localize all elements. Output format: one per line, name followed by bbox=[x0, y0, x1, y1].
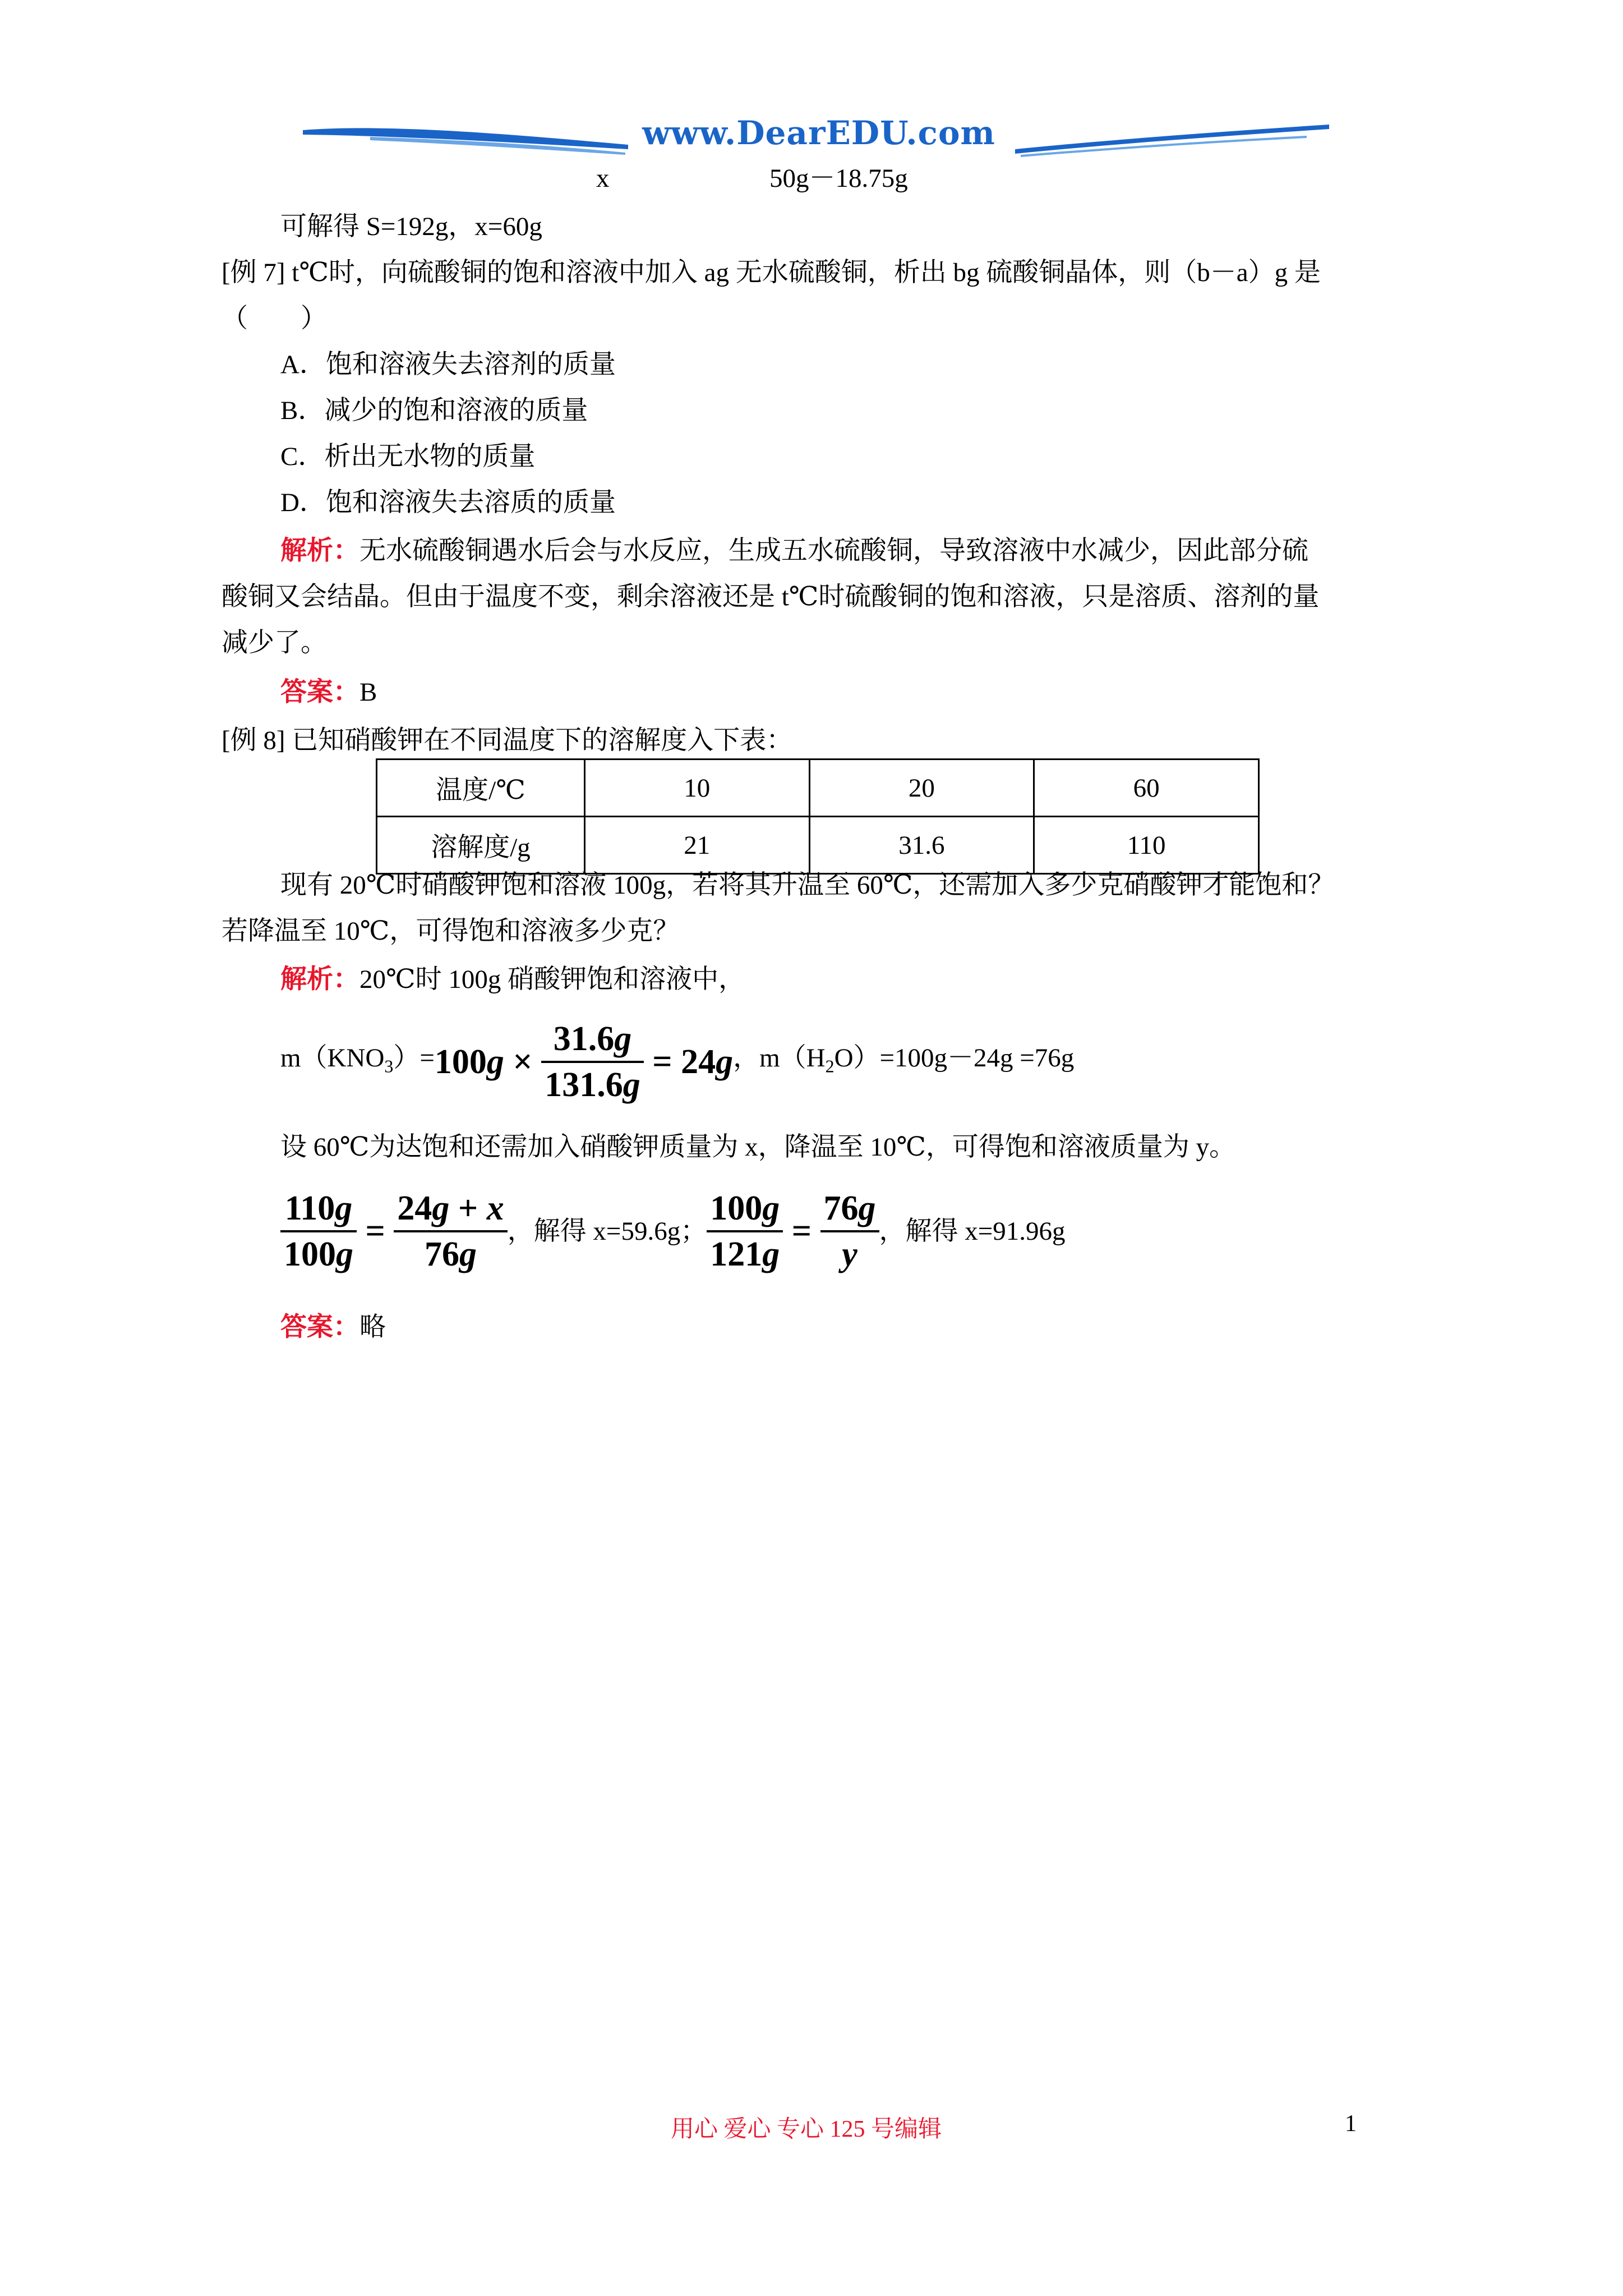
q7-analysis-line2: 酸铜又会结晶。但由于温度不变，剩余溶液还是 t℃时硫酸铜的饱和溶液，只是溶质、溶剂的量 bbox=[222, 582, 1320, 611]
footer-text: 用心 爱心 专心 125 号编辑 bbox=[671, 2116, 942, 2142]
table-cell: 31.6 bbox=[809, 817, 1034, 874]
table-cell: 温度/℃ bbox=[377, 760, 585, 817]
q7-answer-label: 答案： bbox=[280, 678, 359, 707]
eq2-fraction-2: $\frac{24g + x}{76g}$ bbox=[394, 1186, 507, 1276]
eq1-coef: 100g × bbox=[434, 1043, 533, 1081]
equation-1 bbox=[280, 1014, 1074, 1110]
q7-answer: B bbox=[359, 678, 377, 707]
eq2-fraction-1: $\frac{110g}{100g}$ bbox=[280, 1186, 357, 1276]
eq2-fraction-4: $\frac{76g}{y}$ bbox=[820, 1186, 879, 1276]
q7-option-b: B．减少的饱和溶液的质量 bbox=[280, 396, 588, 425]
prev-calc-left: x bbox=[596, 164, 610, 193]
logo-swoosh-right bbox=[1015, 112, 1329, 163]
q8-analysis-text: 20℃时 100g 硝酸钾饱和溶液中， bbox=[359, 965, 745, 994]
q8-answer-line bbox=[280, 1310, 386, 1344]
eq1-result: = 24g bbox=[652, 1043, 734, 1081]
eq2-result-2: ，解得 x=91.96g bbox=[879, 1217, 1066, 1246]
eq2-equals-1: = bbox=[365, 1212, 385, 1250]
q8-setup-line: 设 60℃为达饱和还需加入硝酸钾质量为 x，降温至 10℃，可得饱和溶液质量为 y。 bbox=[280, 1133, 1236, 1162]
q8-answer: 略 bbox=[359, 1313, 386, 1342]
solubility-table bbox=[376, 758, 1260, 875]
q8-analysis-label: 解析： bbox=[280, 965, 359, 994]
equation-2 bbox=[280, 1184, 1066, 1279]
q7-option-d: D．饱和溶液失去溶质的质量 bbox=[280, 488, 616, 517]
logo-text: www.DearEDU.com bbox=[642, 114, 995, 152]
eq2-result-1: ，解得 x=59.6g； bbox=[507, 1217, 707, 1246]
q7-stem-line2: （ ） bbox=[222, 304, 327, 333]
eq2-equals-2: = bbox=[791, 1212, 812, 1250]
q7-stem-line1: [例 7] t℃时，向硫酸铜的饱和溶液中加入 ag 无水硫酸铜，析出 bg 硫酸铜晶体，则（b－a）g 是 bbox=[222, 258, 1321, 287]
table-cell: 60 bbox=[1034, 760, 1259, 817]
page-number: 1 bbox=[1345, 2111, 1357, 2137]
q8-analysis-line1 bbox=[280, 963, 745, 996]
prev-calc-right: 50g－18.75g bbox=[769, 164, 908, 193]
q8-question-line1: 现有 20℃时硝酸钾饱和溶液 100g，若将其升温至 60℃，还需加入多少克硝酸钾才能饱和？ bbox=[280, 871, 1335, 900]
table-row bbox=[377, 817, 1259, 874]
q7-option-a: A．饱和溶液失去溶剂的质量 bbox=[280, 350, 616, 379]
q8-question-line2: 若降温至 10℃，可得饱和溶液多少克？ bbox=[222, 917, 680, 946]
eq2-fraction-3: $\frac{100g}{121g}$ bbox=[707, 1186, 783, 1276]
table-row bbox=[377, 760, 1259, 817]
q7-analysis-line3: 减少了。 bbox=[222, 628, 327, 657]
header-logo bbox=[303, 112, 1329, 163]
table-cell: 10 bbox=[584, 760, 809, 817]
eq1-prefix: $m(KNO_3)=$ bbox=[280, 1043, 435, 1076]
q8-answer-label: 答案： bbox=[280, 1313, 359, 1342]
table-cell: 20 bbox=[809, 760, 1034, 817]
eq1-fraction: $\frac{31.6g}{131.6g}$ bbox=[541, 1017, 644, 1107]
q7-option-c: C．析出无水物的质量 bbox=[280, 442, 536, 471]
q7-analysis-text1: 无水硫酸铜遇水后会与水反应，生成五水硫酸铜，导致溶液中水减少，因此部分硫 bbox=[359, 536, 1308, 565]
table-cell: 110 bbox=[1034, 817, 1259, 874]
q8-stem: [例 8] 已知硝酸钾在不同温度下的溶解度入下表： bbox=[222, 726, 793, 755]
table-cell: 溶解度/g bbox=[377, 817, 585, 874]
eq1-tail: ，$m(H_2O)=100g-24g =76g$ bbox=[733, 1043, 1075, 1076]
q7-analysis-label: 解析： bbox=[280, 536, 359, 565]
q7-analysis-line1 bbox=[280, 534, 1308, 568]
logo-swoosh-left bbox=[303, 112, 639, 163]
table-cell: 21 bbox=[584, 817, 809, 874]
q7-answer-line bbox=[280, 675, 377, 709]
solve-line: 可解得 S=192g，x=60g bbox=[280, 212, 542, 241]
